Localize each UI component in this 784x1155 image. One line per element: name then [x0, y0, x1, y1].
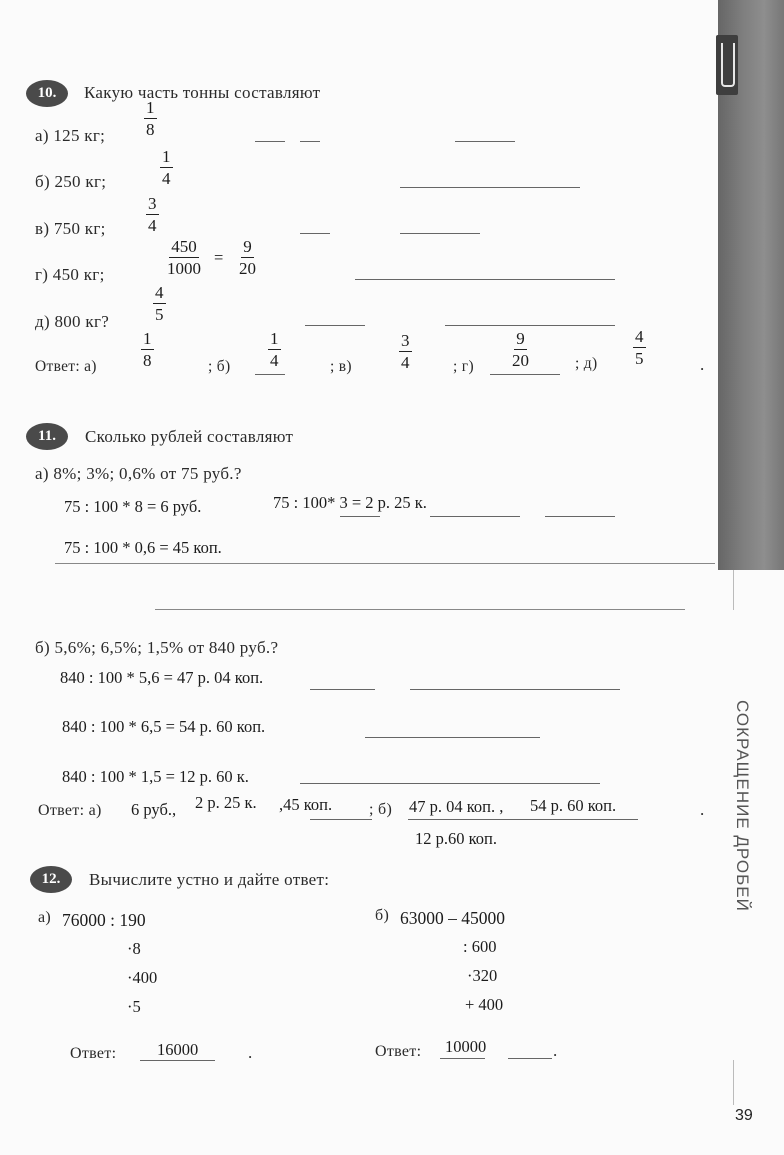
- task-11-answer-sep-b: ; б): [369, 801, 393, 818]
- fraction-denominator: 8: [146, 119, 155, 139]
- writing-line: [400, 187, 580, 188]
- task-12-b-label: б): [375, 907, 390, 924]
- task-11-a-calc-1: 75 : 100 * 8 = 6 руб.: [64, 497, 202, 516]
- answer-line: [490, 374, 560, 375]
- task-11-b-calc-1: 840 : 100 * 5,6 = 47 р. 04 коп.: [60, 668, 264, 687]
- task-10-item-d-fraction: [153, 284, 166, 324]
- task-12-b-answer-lead: Ответ:: [375, 1043, 422, 1060]
- task-10-item-d-label: д) 800 кг?: [35, 312, 110, 331]
- task-12-a-step-3: ·5: [127, 997, 141, 1016]
- fraction-numerator: 3: [401, 331, 410, 350]
- task-10-answer-a-fraction: [141, 330, 154, 370]
- fraction-numerator: 9: [243, 237, 252, 256]
- task-10-item-g-fraction: [167, 238, 201, 278]
- task-12-b-answer-end: .: [553, 1041, 558, 1060]
- fraction-numerator: 1: [143, 329, 152, 348]
- task-10-answer-v-fraction: [399, 332, 412, 372]
- answer-line: [255, 374, 285, 375]
- task-11-part-b-label: б) 5,6%; 6,5%; 1,5% от 840 руб.?: [35, 638, 279, 657]
- task-10-answer-sep-g: ; г): [453, 358, 474, 375]
- writing-line: [400, 233, 480, 234]
- task-12-badge: 12.: [30, 866, 72, 893]
- task-10-question: Какую часть тонны составляют: [84, 83, 321, 102]
- task-10-answer-sep-v: ; в): [330, 358, 352, 375]
- task-10-item-g-label: г) 450 кг;: [35, 265, 105, 284]
- fraction-denominator: 20: [239, 258, 256, 278]
- task-11-answer-b1: 47 р. 04 коп. ,: [409, 797, 504, 816]
- fraction-denominator: 4: [148, 215, 157, 235]
- fraction-denominator: 1000: [167, 258, 201, 278]
- fraction-denominator: 4: [270, 350, 279, 370]
- page-edge-line: [733, 570, 734, 610]
- task-11-b-calc-2: 840 : 100 * 6,5 = 54 р. 60 коп.: [62, 717, 266, 736]
- task-12-a-label: а): [38, 909, 52, 926]
- writing-line: [300, 141, 320, 142]
- task-12-a-answer-end: .: [248, 1043, 253, 1062]
- writing-line: [355, 279, 615, 280]
- writing-line: [445, 325, 615, 326]
- fraction-numerator: 9: [516, 329, 525, 348]
- task-11-b-calc-3: 840 : 100 * 1,5 = 12 р. 60 к.: [62, 767, 249, 786]
- writing-line: [255, 141, 285, 142]
- writing-line: [300, 233, 330, 234]
- writing-line: [430, 516, 520, 517]
- task-10-badge: 10.: [26, 80, 68, 107]
- task-12-a-step-1: ·8: [127, 939, 141, 958]
- task-10-item-v-fraction: [146, 195, 159, 235]
- page-number: 39: [735, 1107, 753, 1124]
- task-10-answer-sep-b: ; б): [208, 358, 231, 375]
- fraction-numerator: 1: [162, 147, 171, 166]
- task-10-item-a-label: а) 125 кг;: [35, 126, 106, 145]
- task-11-a-calc-3: 75 : 100 * 0,6 = 45 коп.: [64, 538, 222, 557]
- task-12-a-step-2: ·400: [127, 968, 158, 987]
- answer-line: [440, 1058, 485, 1059]
- task-10-item-g-result-fraction: [239, 238, 256, 278]
- task-11-badge: 11.: [26, 423, 68, 450]
- task-11-answer-end: .: [700, 800, 705, 819]
- writing-line: [455, 141, 515, 142]
- task-12-a-start: 76000 : 190: [62, 910, 146, 930]
- fraction-denominator: 4: [162, 168, 171, 188]
- fraction-denominator: 20: [512, 350, 529, 370]
- writing-line: [55, 563, 715, 564]
- task-10-answer-end: .: [700, 355, 705, 374]
- task-10-answer-d-fraction: [633, 328, 646, 368]
- fraction-numerator: 3: [148, 194, 157, 213]
- writing-line: [410, 689, 620, 690]
- writing-line: [545, 516, 615, 517]
- task-11-answer-a2: 2 р. 25 к.: [195, 793, 257, 812]
- task-10-answer-lead: Ответ: а): [35, 358, 97, 375]
- task-11-answer-b2: 54 р. 60 коп.: [530, 796, 617, 815]
- task-11-part-a-label: а) 8%; 3%; 0,6% от 75 руб.?: [35, 464, 242, 483]
- fraction-numerator: 4: [155, 283, 164, 302]
- fraction-denominator: 8: [143, 350, 152, 370]
- fraction-numerator: 450: [171, 237, 197, 256]
- task-12-b-step-2: ·320: [467, 966, 498, 985]
- answer-line: [408, 819, 638, 820]
- equals-sign: =: [214, 248, 224, 267]
- task-12-a-answer-value: 16000: [157, 1040, 199, 1059]
- task-10-item-b-label: б) 250 кг;: [35, 172, 107, 191]
- writing-line: [340, 516, 380, 517]
- task-12-a-answer-lead: Ответ:: [70, 1045, 117, 1062]
- answer-line: [508, 1058, 552, 1059]
- task-11-a-calc-2: 75 : 100* 3 = 2 р. 25 к.: [273, 493, 427, 512]
- task-12-b-answer-value: 10000: [445, 1037, 487, 1056]
- task-10-item-b-fraction: [160, 148, 173, 188]
- task-10-answer-sep-d: ; д): [575, 355, 598, 372]
- task-10-item-v-label: в) 750 кг;: [35, 219, 106, 238]
- chapter-title-vertical: СОКРАЩЕНИЕ ДРОБЕЙ: [733, 700, 752, 912]
- answer-line: [140, 1060, 215, 1061]
- fraction-numerator: 1: [146, 98, 155, 117]
- fraction-numerator: 4: [635, 327, 644, 346]
- task-10-item-a-fraction: [144, 99, 157, 139]
- task-11-answer-a1: 6 руб.,: [131, 800, 177, 819]
- task-12-b-start: 63000 – 45000: [400, 908, 505, 928]
- task-12-b-step-1: : 600: [463, 937, 497, 956]
- task-12-question: Вычислите устно и дайте ответ:: [89, 870, 330, 889]
- answer-line: [310, 819, 372, 820]
- writing-line: [310, 689, 375, 690]
- writing-line: [300, 783, 600, 784]
- page-edge-line: [733, 1060, 734, 1105]
- writing-line: [305, 325, 365, 326]
- fraction-denominator: 5: [635, 348, 644, 368]
- fraction-numerator: 1: [270, 329, 279, 348]
- task-12-b-step-3: + 400: [465, 995, 504, 1014]
- bookmark-icon: [716, 35, 738, 95]
- task-11-question: Сколько рублей составляют: [85, 427, 294, 446]
- writing-line: [365, 737, 540, 738]
- task-11-answer-lead: Ответ: а): [38, 802, 102, 819]
- task-11-answer-b3: 12 р.60 коп.: [415, 829, 498, 848]
- task-11-answer-a3: ,45 коп.: [279, 795, 333, 814]
- fraction-denominator: 4: [401, 352, 410, 372]
- fraction-denominator: 5: [155, 304, 164, 324]
- task-10-answer-g-fraction: [512, 330, 529, 370]
- task-10-answer-b-fraction: [268, 330, 281, 370]
- writing-line: [155, 609, 685, 610]
